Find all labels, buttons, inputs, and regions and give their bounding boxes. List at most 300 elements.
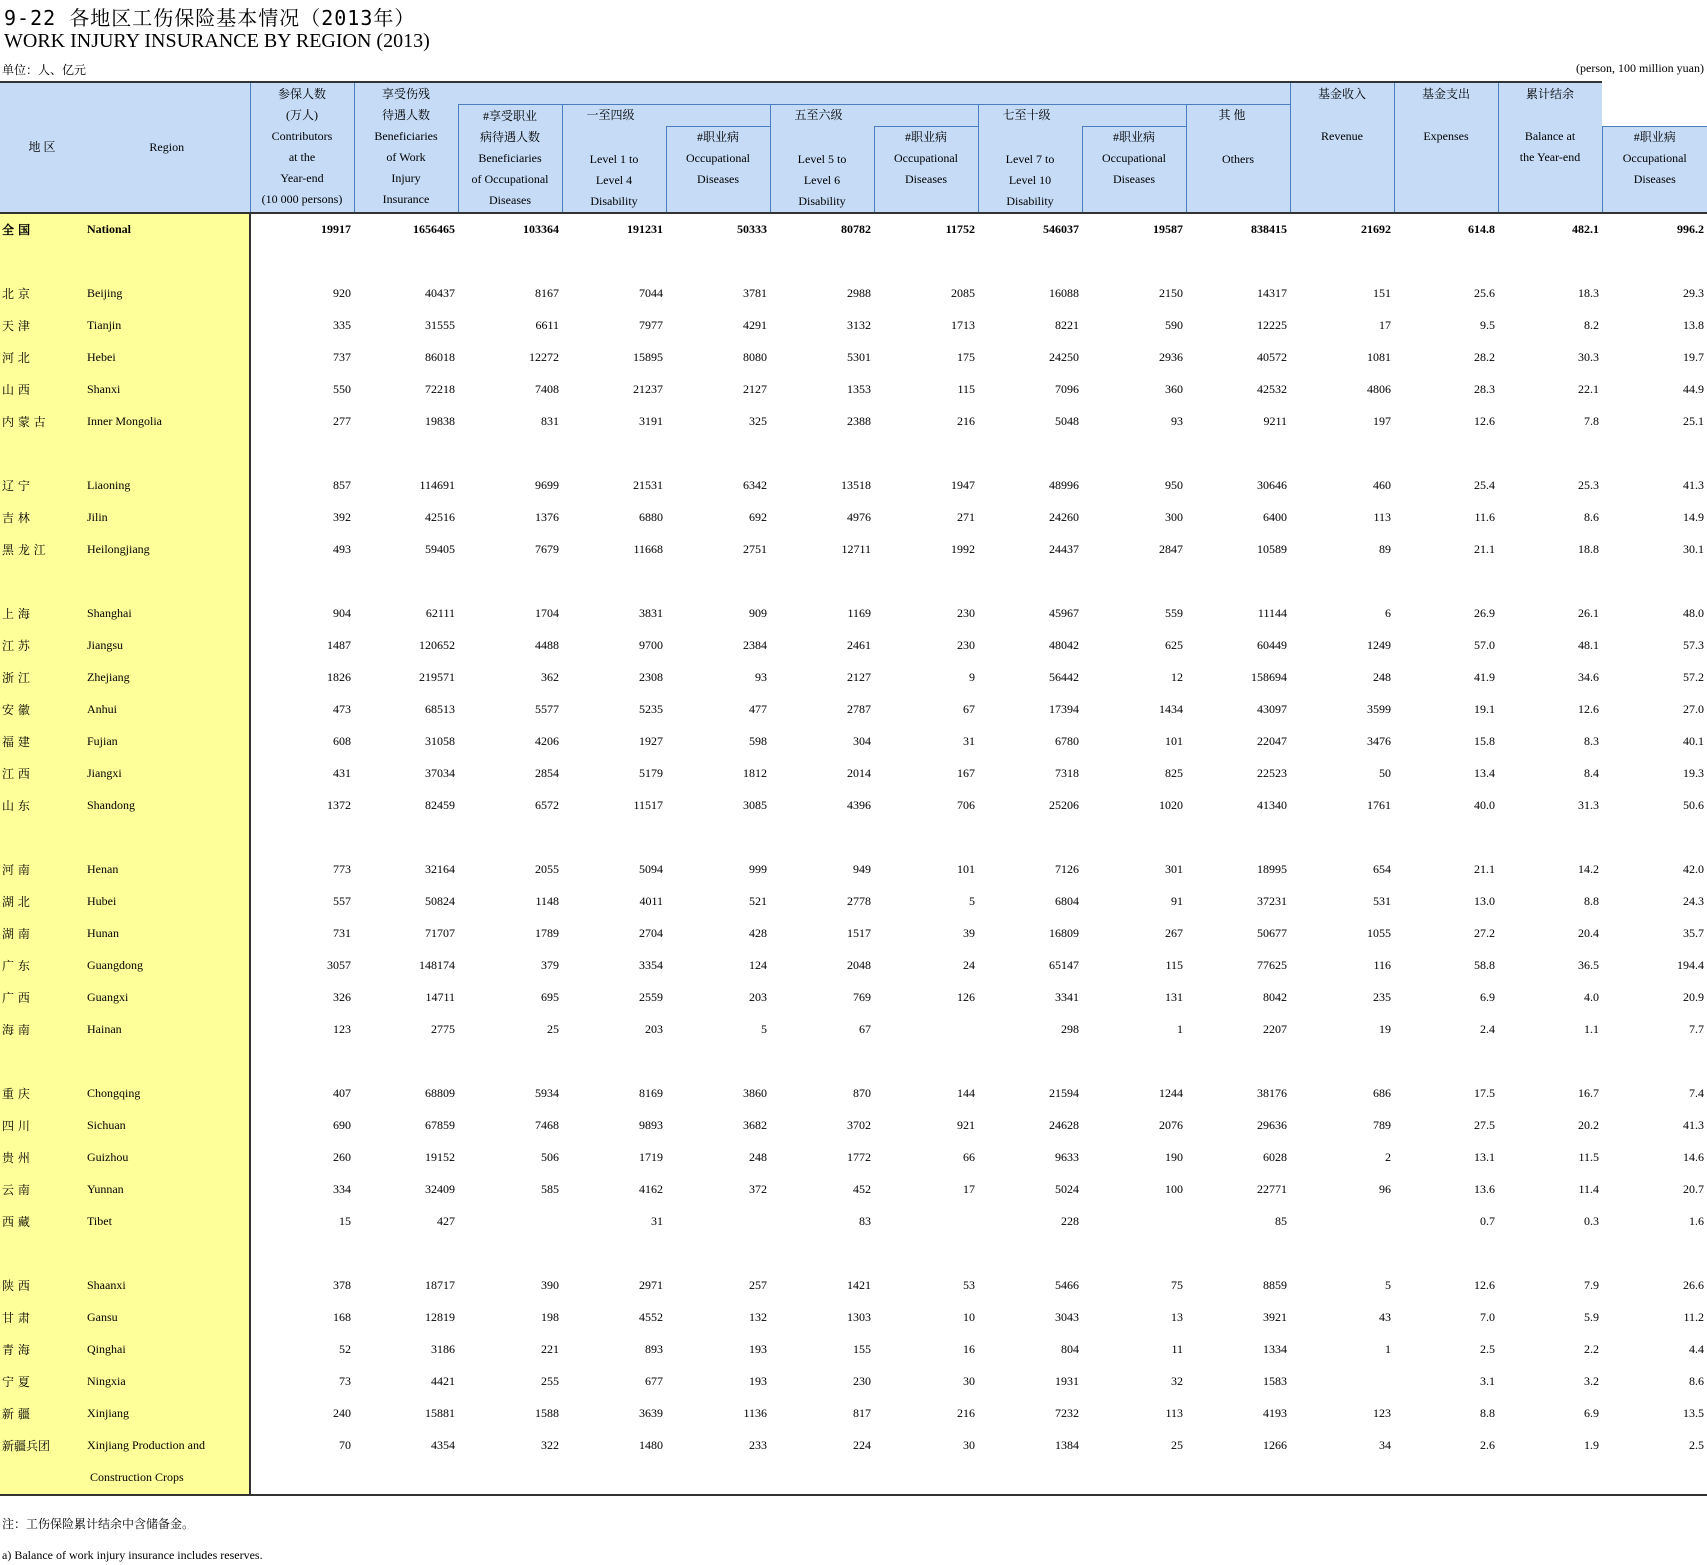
table-header	[0, 82, 1707, 213]
value-cell: 7.8	[1584, 414, 1599, 428]
header-line: Revenue	[1321, 129, 1363, 143]
value-cell: 20.9	[1683, 990, 1704, 1004]
value-cell: 42516	[425, 510, 455, 524]
spacer-cell	[1602, 438, 1707, 470]
value-cell: 26.1	[1578, 606, 1599, 620]
value-cell: 11668	[633, 542, 663, 556]
header-expenses	[1394, 82, 1498, 213]
value-cell: 452	[853, 1182, 871, 1196]
value-cell: 267	[1165, 926, 1183, 940]
value-cell: 4.4	[1689, 1342, 1704, 1356]
value-cell: 1334	[1263, 1342, 1287, 1356]
region-en-cell: Henan	[84, 854, 250, 886]
header-line: #职业病	[1112, 130, 1155, 144]
value-cell: 1148	[535, 894, 559, 908]
header-line: of Work	[386, 150, 426, 164]
spacer-cell	[84, 438, 250, 470]
value-cell: 999	[749, 862, 767, 876]
value-cell: 2014	[847, 766, 871, 780]
header-line: #享受职业	[482, 109, 537, 123]
header-level5-6-group: 五至六级	[770, 105, 978, 127]
value-cell: 506	[541, 1150, 559, 1164]
spacer-row	[0, 246, 1707, 278]
table-row	[0, 502, 1707, 534]
value-cell: 304	[853, 734, 871, 748]
value-cell: 11.2	[1683, 1310, 1704, 1324]
value-cell: 26.9	[1474, 606, 1495, 620]
value-cell: 6400	[1263, 510, 1287, 524]
value-cell: 1826	[327, 670, 351, 684]
spacer-cell	[1186, 566, 1290, 598]
value-cell: 101	[1165, 734, 1183, 748]
header-beneficiaries	[354, 82, 458, 213]
value-cell: 17	[1379, 318, 1391, 332]
spacer-cell	[0, 246, 84, 278]
value-cell	[1290, 1462, 1394, 1495]
value-cell: 24250	[1049, 350, 1079, 364]
spacer-cell	[458, 1046, 562, 1078]
value-cell: 85	[1275, 1214, 1287, 1228]
header-line: Expenses	[1423, 129, 1469, 143]
value-cell: 8.2	[1584, 318, 1599, 332]
value-cell: 769	[853, 990, 871, 1004]
value-cell: 11144	[1257, 606, 1287, 620]
table-row	[0, 1078, 1707, 1110]
header-line: Diseases	[1113, 172, 1155, 186]
value-cell: 7.0	[1480, 1310, 1495, 1324]
value-cell: 1713	[951, 318, 975, 332]
value-cell: 20.7	[1683, 1182, 1704, 1196]
spacer-cell	[250, 438, 354, 470]
value-cell: 67	[963, 702, 975, 716]
value-cell: 248	[749, 1150, 767, 1164]
value-cell	[770, 1462, 874, 1495]
header-line: 基金支出	[1421, 87, 1470, 101]
value-cell: 428	[749, 926, 767, 940]
spacer-cell	[666, 438, 770, 470]
value-cell: 12.6	[1474, 414, 1495, 428]
region-cn-cell: 江 西	[0, 758, 84, 790]
value-cell: 175	[957, 350, 975, 364]
value-cell: 233	[749, 1438, 767, 1452]
region-en-cell: Shandong	[84, 790, 250, 822]
value-cell: 113	[1165, 1406, 1183, 1420]
value-cell: 13	[1171, 1310, 1183, 1324]
value-cell: 0.7	[1480, 1214, 1495, 1228]
spacer-cell	[1394, 1046, 1498, 1078]
value-cell: 706	[957, 798, 975, 812]
value-cell	[1290, 1366, 1394, 1398]
value-cell: 692	[749, 510, 767, 524]
value-cell: 7318	[1055, 766, 1079, 780]
value-cell: 300	[1165, 510, 1183, 524]
value-cell: 18.3	[1578, 286, 1599, 300]
value-cell: 32	[1171, 1374, 1183, 1388]
value-cell: 19152	[425, 1150, 455, 1164]
value-cell: 2971	[639, 1278, 663, 1292]
value-cell: 6342	[743, 478, 767, 492]
value-cell: 12711	[841, 542, 871, 556]
header-revenue	[1290, 82, 1394, 213]
value-cell: 6611	[535, 318, 559, 332]
value-cell: 1772	[847, 1150, 871, 1164]
spacer-cell	[666, 246, 770, 278]
table-row	[0, 534, 1707, 566]
spacer-row	[0, 1238, 1707, 1270]
value-cell	[1186, 1462, 1290, 1495]
value-cell: 48.1	[1578, 638, 1599, 652]
region-cn-cell: 内 蒙 古	[0, 406, 84, 438]
value-cell: 103364	[458, 213, 562, 246]
region-cn-cell: 吉 林	[0, 502, 84, 534]
header-line: #职业病	[904, 130, 947, 144]
value-cell: 40572	[1257, 350, 1287, 364]
value-cell: 2461	[847, 638, 871, 652]
value-cell: 7096	[1055, 382, 1079, 396]
value-cell: 4976	[847, 510, 871, 524]
table-row	[0, 278, 1707, 310]
table-row	[0, 1430, 1707, 1462]
value-cell: 21594	[1049, 1086, 1079, 1100]
value-cell: 3132	[847, 318, 871, 332]
value-cell: 216	[957, 1406, 975, 1420]
value-cell: 221	[541, 1342, 559, 1356]
value-cell: 9211	[1263, 414, 1287, 428]
value-cell: 521	[749, 894, 767, 908]
table-row	[0, 950, 1707, 982]
value-cell: 25.1	[1683, 414, 1704, 428]
spacer-cell	[1082, 438, 1186, 470]
table-row	[0, 662, 1707, 694]
value-cell: 7044	[639, 286, 663, 300]
table-row	[0, 1398, 1707, 1430]
header-line: Beneficiaries	[374, 129, 438, 143]
spacer-row	[0, 1046, 1707, 1078]
spacer-cell	[1602, 566, 1707, 598]
spacer-cell	[1394, 1238, 1498, 1270]
value-cell: 5235	[639, 702, 663, 716]
header-others-occ	[1602, 127, 1707, 213]
value-cell	[1602, 1462, 1707, 1495]
value-cell: 27.0	[1683, 702, 1704, 716]
region-en-cell: Guangdong	[84, 950, 250, 982]
region-cn-cell: 云 南	[0, 1174, 84, 1206]
value-cell: 1376	[535, 510, 559, 524]
value-cell: 19	[1379, 1022, 1391, 1036]
spacer-cell	[874, 1046, 978, 1078]
value-cell: 113	[1373, 510, 1391, 524]
spacer-cell	[1498, 246, 1602, 278]
value-cell: 5	[969, 894, 975, 908]
value-cell: 31058	[425, 734, 455, 748]
value-cell: 1583	[1263, 1374, 1287, 1388]
value-cell: 91	[1171, 894, 1183, 908]
spacer-cell	[770, 822, 874, 854]
header-line: 病待遇人数	[479, 130, 540, 144]
value-cell: 379	[541, 958, 559, 972]
region-cn-cell: 山 西	[0, 374, 84, 406]
header-level1-4-occ	[666, 127, 770, 213]
value-cell: 155	[853, 1342, 871, 1356]
value-cell: 7126	[1055, 862, 1079, 876]
value-cell: 124	[749, 958, 767, 972]
value-cell: 24628	[1049, 1118, 1079, 1132]
spacer-cell	[874, 246, 978, 278]
spacer-cell	[1290, 822, 1394, 854]
value-cell: 116	[1373, 958, 1391, 972]
value-cell: 248	[1373, 670, 1391, 684]
value-cell: 2847	[1159, 542, 1183, 556]
region-en-cell: Xinjiang	[84, 1398, 250, 1430]
spacer-cell	[562, 1046, 666, 1078]
value-cell: 6028	[1263, 1150, 1287, 1164]
value-cell: 2704	[639, 926, 663, 940]
value-cell: 26.6	[1683, 1278, 1704, 1292]
value-cell: 67	[859, 1022, 871, 1036]
header-line: #职业病	[696, 130, 739, 144]
value-cell: 407	[333, 1086, 351, 1100]
spacer-cell	[770, 1046, 874, 1078]
value-cell: 193	[749, 1342, 767, 1356]
table-row	[0, 886, 1707, 918]
spacer-cell	[978, 1238, 1082, 1270]
spacer-cell	[250, 566, 354, 598]
value-cell: 1266	[1263, 1438, 1287, 1452]
table-row	[0, 1366, 1707, 1398]
spacer-cell	[978, 438, 1082, 470]
value-cell: 2055	[535, 862, 559, 876]
value-cell: 2308	[639, 670, 663, 684]
value-cell: 40.0	[1474, 798, 1495, 812]
value-cell: 16	[963, 1342, 975, 1356]
header-line: Beneficiaries	[478, 151, 542, 165]
spacer-cell	[1186, 1238, 1290, 1270]
value-cell: 114691	[419, 478, 455, 492]
value-cell: 2988	[847, 286, 871, 300]
value-cell: 5577	[535, 702, 559, 716]
region-en-cell: Gansu	[84, 1302, 250, 1334]
value-cell: 50333	[666, 213, 770, 246]
value-cell	[458, 1462, 562, 1495]
value-cell: 3341	[1055, 990, 1079, 1004]
value-cell: 3191	[639, 414, 663, 428]
value-cell	[978, 1462, 1082, 1495]
table-row	[0, 470, 1707, 502]
value-cell: 93	[755, 670, 767, 684]
value-cell: 44.9	[1683, 382, 1704, 396]
header-line: (万人)	[286, 108, 318, 122]
value-cell: 27.2	[1474, 926, 1495, 940]
value-cell: 48996	[1049, 478, 1079, 492]
value-cell: 34.6	[1578, 670, 1599, 684]
spacer-cell	[458, 438, 562, 470]
region-en-cell: Zhejiang	[84, 662, 250, 694]
spacer-cell	[1498, 438, 1602, 470]
table-row	[0, 982, 1707, 1014]
region-cn-cell: 青 海	[0, 1334, 84, 1366]
value-cell: 62111	[425, 606, 455, 620]
value-cell: 57.2	[1683, 670, 1704, 684]
footnote-cn: 注：工伤保险累计结余中含储备金。	[2, 1517, 195, 1531]
value-cell: 1789	[535, 926, 559, 940]
spacer-cell	[666, 1238, 770, 1270]
value-cell: 40437	[425, 286, 455, 300]
value-cell: 41.3	[1683, 1118, 1704, 1132]
value-cell: 608	[333, 734, 351, 748]
value-cell: 58.8	[1474, 958, 1495, 972]
value-cell: 3.2	[1584, 1374, 1599, 1388]
region-en-cell: Hunan	[84, 918, 250, 950]
value-cell: 378	[333, 1278, 351, 1292]
value-cell: 22771	[1257, 1182, 1287, 1196]
value-cell: 4488	[535, 638, 559, 652]
value-cell: 9893	[639, 1118, 663, 1132]
value-cell: 52	[339, 1342, 351, 1356]
value-cell: 654	[1373, 862, 1391, 876]
value-cell: 17.5	[1474, 1086, 1495, 1100]
value-cell: 1136	[743, 1406, 767, 1420]
value-cell: 6.9	[1584, 1406, 1599, 1420]
value-cell: 1353	[847, 382, 871, 396]
value-cell: 30.3	[1578, 350, 1599, 364]
value-cell: 14.6	[1683, 1150, 1704, 1164]
header-level7-10-occ	[1082, 127, 1186, 213]
region-en-cell: Jiangsu	[84, 630, 250, 662]
value-cell: 360	[1165, 382, 1183, 396]
value-cell: 240	[333, 1406, 351, 1420]
value-cell: 19587	[1082, 213, 1186, 246]
region-en-cell: Construction Crops	[84, 1462, 250, 1495]
spacer-cell	[1290, 566, 1394, 598]
value-cell: 8221	[1055, 318, 1079, 332]
value-cell: 904	[333, 606, 351, 620]
value-cell: 7232	[1055, 1406, 1079, 1420]
value-cell: 8.8	[1480, 1406, 1495, 1420]
value-cell: 59405	[425, 542, 455, 556]
value-cell: 2936	[1159, 350, 1183, 364]
header-line: Level 5 to	[797, 151, 847, 166]
region-en-cell: National	[84, 213, 250, 246]
value-cell: 804	[1061, 1342, 1079, 1356]
unit-label-en: (person, 100 million yuan)	[1576, 61, 1704, 75]
region-en-cell: Fujian	[84, 726, 250, 758]
value-cell: 3682	[743, 1118, 767, 1132]
spacer-cell	[1082, 1238, 1186, 1270]
value-cell: 24437	[1049, 542, 1079, 556]
value-cell: 3476	[1367, 734, 1391, 748]
value-cell: 148174	[419, 958, 455, 972]
value-cell: 230	[853, 1374, 871, 1388]
value-cell: 16088	[1049, 286, 1079, 300]
value-cell: 4396	[847, 798, 871, 812]
value-cell: 48042	[1049, 638, 1079, 652]
value-cell: 25206	[1049, 798, 1079, 812]
value-cell: 42.0	[1683, 862, 1704, 876]
spacer-cell	[0, 438, 84, 470]
value-cell: 32409	[425, 1182, 455, 1196]
value-cell: 1.1	[1584, 1022, 1599, 1036]
header-line: Occupational	[894, 151, 958, 165]
header-gap	[1397, 105, 1496, 126]
value-cell: 2.5	[1480, 1342, 1495, 1356]
value-cell: 598	[749, 734, 767, 748]
spacer-cell	[354, 1046, 458, 1078]
header-line: Occupational	[686, 151, 750, 165]
table-row	[0, 1110, 1707, 1142]
value-cell: 8167	[535, 286, 559, 300]
spacer-cell	[666, 1046, 770, 1078]
spacer-row	[0, 438, 1707, 470]
value-cell: 909	[749, 606, 767, 620]
value-cell: 50	[1379, 766, 1391, 780]
value-cell: 151	[1373, 286, 1391, 300]
header-region-en: Region	[84, 82, 250, 213]
footnote-en: a) Balance of work injury insurance includes reserves.	[2, 1548, 263, 1562]
value-cell: 277	[333, 414, 351, 428]
spacer-cell	[562, 246, 666, 278]
spacer-cell	[354, 438, 458, 470]
value-cell: 15895	[633, 350, 663, 364]
value-cell: 8.8	[1584, 894, 1599, 908]
value-cell: 89	[1379, 542, 1391, 556]
value-cell: 1480	[639, 1438, 663, 1452]
value-cell: 12225	[1257, 318, 1287, 332]
region-cn-cell: 山 东	[0, 790, 84, 822]
value-cell	[1290, 1206, 1394, 1238]
value-cell: 9.5	[1480, 318, 1495, 332]
region-cn-cell: 黑 龙 江	[0, 534, 84, 566]
value-cell: 31.3	[1578, 798, 1599, 812]
value-cell: 29.3	[1683, 286, 1704, 300]
header-line: Insurance	[382, 192, 430, 206]
header-line: 累计结余	[1525, 87, 1574, 101]
value-cell: 75	[1171, 1278, 1183, 1292]
value-cell: 197	[1373, 414, 1391, 428]
value-cell: 38176	[1257, 1086, 1287, 1100]
value-cell: 559	[1165, 606, 1183, 620]
value-cell: 5179	[639, 766, 663, 780]
value-cell: 80782	[770, 213, 874, 246]
value-cell: 34	[1379, 1438, 1391, 1452]
value-cell: 28.2	[1474, 350, 1495, 364]
region-cn-cell: 广 西	[0, 982, 84, 1014]
value-cell: 5.9	[1584, 1310, 1599, 1324]
spacer-cell	[562, 1238, 666, 1270]
spacer-cell	[458, 1238, 562, 1270]
value-cell: 11752	[874, 213, 978, 246]
region-cn-cell: 湖 南	[0, 918, 84, 950]
spacer-cell	[978, 566, 1082, 598]
value-cell: 260	[333, 1150, 351, 1164]
region-cn-cell: 全 国	[0, 213, 84, 246]
spacer-cell	[874, 438, 978, 470]
value-cell: 9	[969, 670, 975, 684]
region-cn-cell: 海 南	[0, 1014, 84, 1046]
region-cn-cell: 新 疆	[0, 1398, 84, 1430]
value-cell: 13.8	[1683, 318, 1704, 332]
value-cell	[1082, 1206, 1186, 1238]
value-cell: 11	[1171, 1342, 1183, 1356]
region-cn-cell: 宁 夏	[0, 1366, 84, 1398]
table-row	[0, 1142, 1707, 1174]
spacer-cell	[84, 246, 250, 278]
spacer-cell	[1602, 1046, 1707, 1078]
region-en-cell: Hubei	[84, 886, 250, 918]
value-cell: 3599	[1367, 702, 1391, 716]
header-line: Diseases	[1633, 172, 1676, 186]
value-cell: 24.3	[1683, 894, 1704, 908]
value-cell: 82459	[425, 798, 455, 812]
